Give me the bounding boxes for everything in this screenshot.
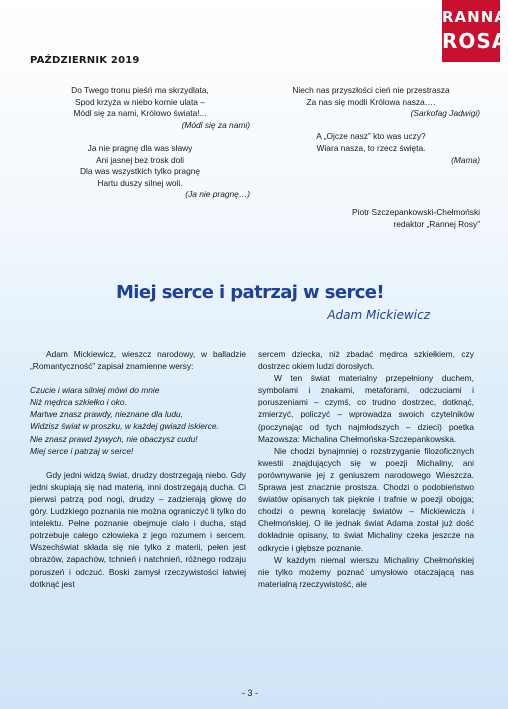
poem-line: Do Twego tronu pieśń ma skrzydlata, xyxy=(71,85,209,95)
logo-line-1: RANNA xyxy=(442,8,507,26)
poem-line: Hartu duszy silnej woli. xyxy=(97,177,183,188)
logo-line-2: ROSA xyxy=(442,29,508,53)
magazine-logo xyxy=(442,0,508,62)
ballad-quote xyxy=(30,384,246,457)
quote-line: Martwe znasz prawdy, nieznane dla ludu, xyxy=(30,409,184,420)
article-column-left xyxy=(30,348,246,590)
signature-role: redaktor „Rannej Rosy” xyxy=(393,218,480,229)
page-number: - 3 - xyxy=(241,688,258,698)
poem-citation: (Sarkofag Jadwigi) xyxy=(410,108,480,119)
poem-citation: (Ja nie pragnę…) xyxy=(185,189,250,200)
poem-line: Dla was wszystkich tylko pragnę xyxy=(79,166,201,177)
poem-line: A „Ojcze nasz” kto was uczy? xyxy=(316,131,426,142)
article-paragraph: Gdy jedni widzą świat, drudzy dostrzegają niebo. Gdy jedni skupiają się nad materią, inni dostrzegają ducha. Ci pierwsi patrzą pod nogi, drudzy – zadzierają głowę do góry. Ludzkiego poznania nie można ograniczyć li tylko do intelektu. Pełne poznanie obejmuje ciało i ducha, stąd potrzebuje całego człowieka z jego rozumem i sercem. Wszechświat składa się nie tylko z materii, pełen jest obrazów, zapachów, tchnień i natchnień, różnego rodzaju poruszeń i odczuć. Boski zamysł rzeczywistości łatwiej dotknąć jest xyxy=(30,469,246,589)
poem-line: Módl się za nami, Królowo świata!... xyxy=(73,108,207,119)
poem-line: Wiara nasza, to rzecz święta. xyxy=(316,142,426,153)
poem-line: Ja nie pragnę dla was sławy xyxy=(87,142,193,153)
quote-line: Widzisz świat w proszku, w każdej gwiazd iskierce. xyxy=(30,421,219,432)
poem-line: Spod krzyża w niebo kornie ulata – xyxy=(75,96,205,107)
poem-line: Za nas się modli Królowa nasza…. xyxy=(306,96,436,107)
article-paragraph: W ten świat materialny przepełniony duchem, symbolami i znakami, metaforami, odczuciami i poruszeniami – czymś, co trudno dostrzec, dotknąć, zmierzyć, policzyć – wprowadza swoich czytelników (poczynając od tych najmłodszych – dzieci) poetka Mazowsza: Michalina Chełmońska-Szczepankowska. xyxy=(258,373,474,444)
article-title: Miej serce i patrzaj w serce! xyxy=(115,282,385,303)
editor-signature xyxy=(262,207,480,230)
poem-line: Niech nas przyszłości cień nie przestrasza xyxy=(292,85,450,95)
article-paragraph: W każdym niemal wierszu Michaliny Chełmońskiej nie tylko możemy poznać umysłowo otaczającą nas materialną rzeczywistość, ale xyxy=(258,554,474,589)
poem-excerpts-left xyxy=(30,85,250,201)
article-paragraph: Nie chodzi bynajmniej o rozstrzyganie filozoficznych kwestii znajdujących się w poezji Michaliny, ani porównywanie jej z geniuszem narodowego Wieszcza. Sprawa jest znacznie prostsza. Chodzi o podobieństwo światów opisanych tak pięknie i trafnie w poezji obojga; chodzi o pewną korelację światów – Mickiewicza i Chełmońskiej. O ile jednak świat Adama został już dość dokładnie opisany, to świat Michaliny czeka jeszcze na odkrycie i głębsze poznanie. xyxy=(258,445,474,553)
quote-line: Niż mędrca szkiełko i oko. xyxy=(30,397,127,408)
article-paragraph: sercem dziecka, niż zbadać mędrca szkiełkiem, czy dostrzec okiem ludzi dorosłych. xyxy=(258,349,474,372)
poem-line: Ani jasnej bez trosk doli xyxy=(96,154,184,165)
quote-line: Nie znasz prawd żywych, nie obaczysz cudu! xyxy=(30,433,198,444)
article-author: Adam Mickiewicz xyxy=(327,308,430,322)
signature-name: Piotr Szczepankowski-Chełmoński xyxy=(352,207,480,217)
poem-citation: (Módl się za nami) xyxy=(181,119,250,130)
article-paragraph: Adam Mickiewicz, wieszcz narodowy, w balladzie „Romantyczność” zapisał znamienne wersy: xyxy=(30,349,246,372)
poem-excerpts-right xyxy=(262,85,480,166)
issue-month: PAŹDZIERNIK 2019 xyxy=(30,55,140,66)
quote-line: Czucie i wiara silniej mówi do mnie xyxy=(30,385,160,396)
article-column-right xyxy=(258,348,474,590)
quote-line: Miej serce i patrzaj w serce! xyxy=(30,445,134,456)
poem-citation: (Mama) xyxy=(451,154,480,165)
